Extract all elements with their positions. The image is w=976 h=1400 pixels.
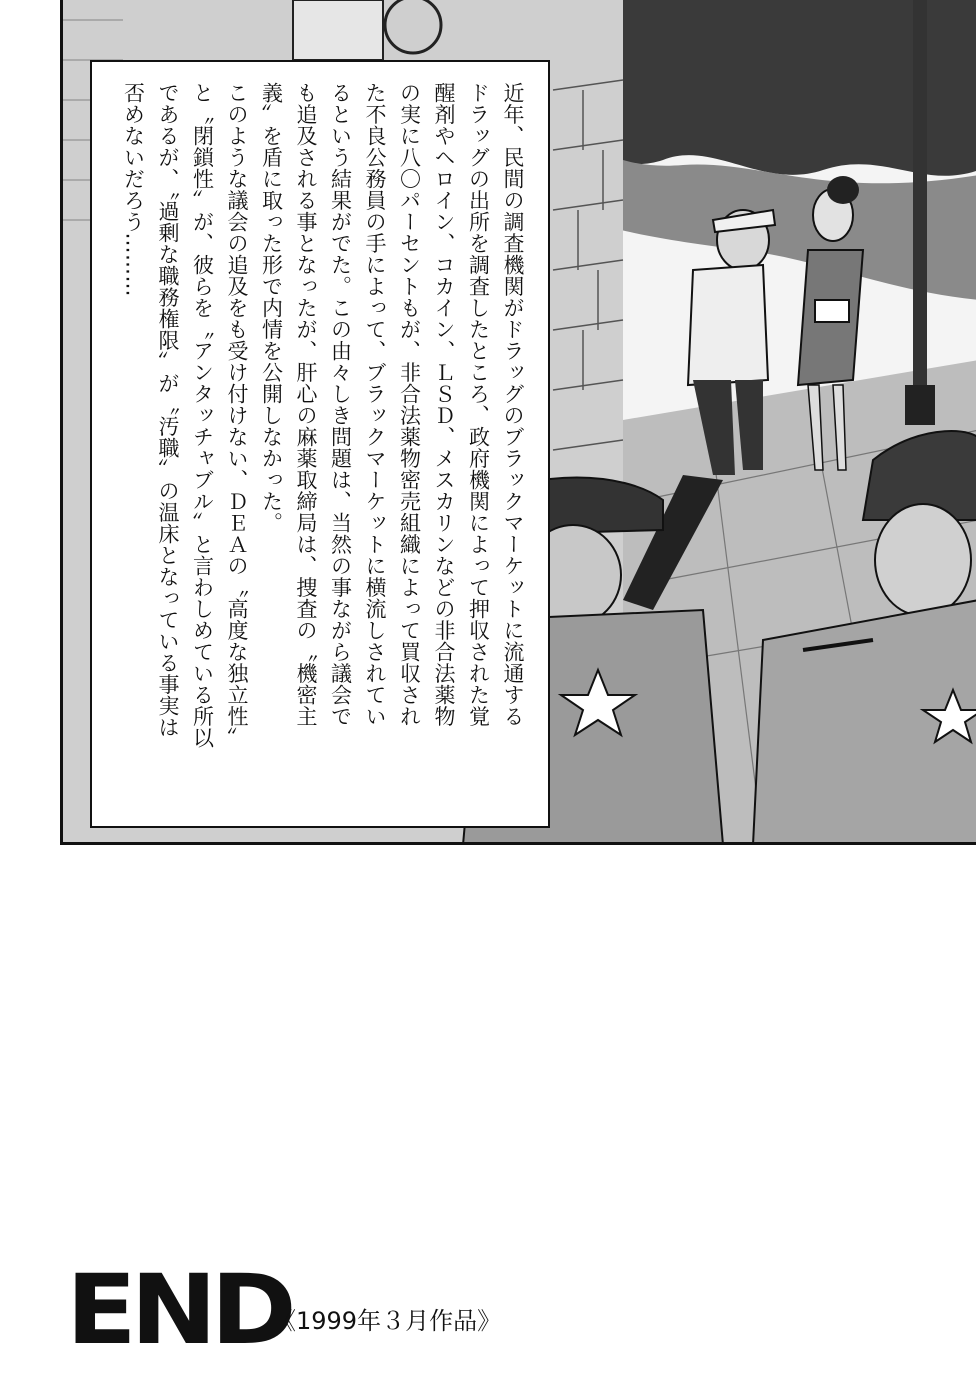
narration-text bbox=[116, 82, 530, 812]
end-mark: END bbox=[66, 1254, 291, 1366]
narration-line: 近年、民間の調査機関がドラッグのブラックマーケットに流通する bbox=[501, 82, 525, 727]
narration-box bbox=[90, 60, 550, 828]
narration-line: るという結果がでた。この由々しき問題は、当然の事ながら議会で bbox=[328, 82, 353, 727]
narration-line: であるが、〝過剰な職務権限〟が〝汚職〟の温床となっている事実は bbox=[156, 82, 180, 738]
narration-line: このような議会の追及をも受け付けない、ＤＥＡの〝高度な独立性〟 bbox=[225, 82, 249, 749]
narration-line: 醒剤やヘロイン、コカイン、ＬＳＤ、メスカリンなどの非合法薬物 bbox=[432, 82, 456, 727]
narration-line: と〝閉鎖性〟が、彼らを〝アンタッチャブル〟と言わしめている所以 bbox=[190, 82, 215, 749]
narration-line: も追及される事となったが、肝心の麻薬取締局は、捜査の〝機密主 bbox=[294, 82, 318, 727]
work-date-credit: 《1999年３月作品》 bbox=[272, 1307, 502, 1335]
narration-line: 義〟を盾に取った形で内情を公開しなかった。 bbox=[259, 82, 284, 534]
narration-line: 否めないだろう……… bbox=[121, 82, 146, 297]
narration-line: の実に八〇パーセントもが、非合法薬物密売組織によって買収され bbox=[397, 82, 422, 727]
narration-line: た不良公務員の手によって、ブラックマーケットに横流しされてい bbox=[363, 82, 387, 727]
narration-line: ドラッグの出所を調査したところ、政府機関によって押収された覚 bbox=[466, 82, 491, 727]
